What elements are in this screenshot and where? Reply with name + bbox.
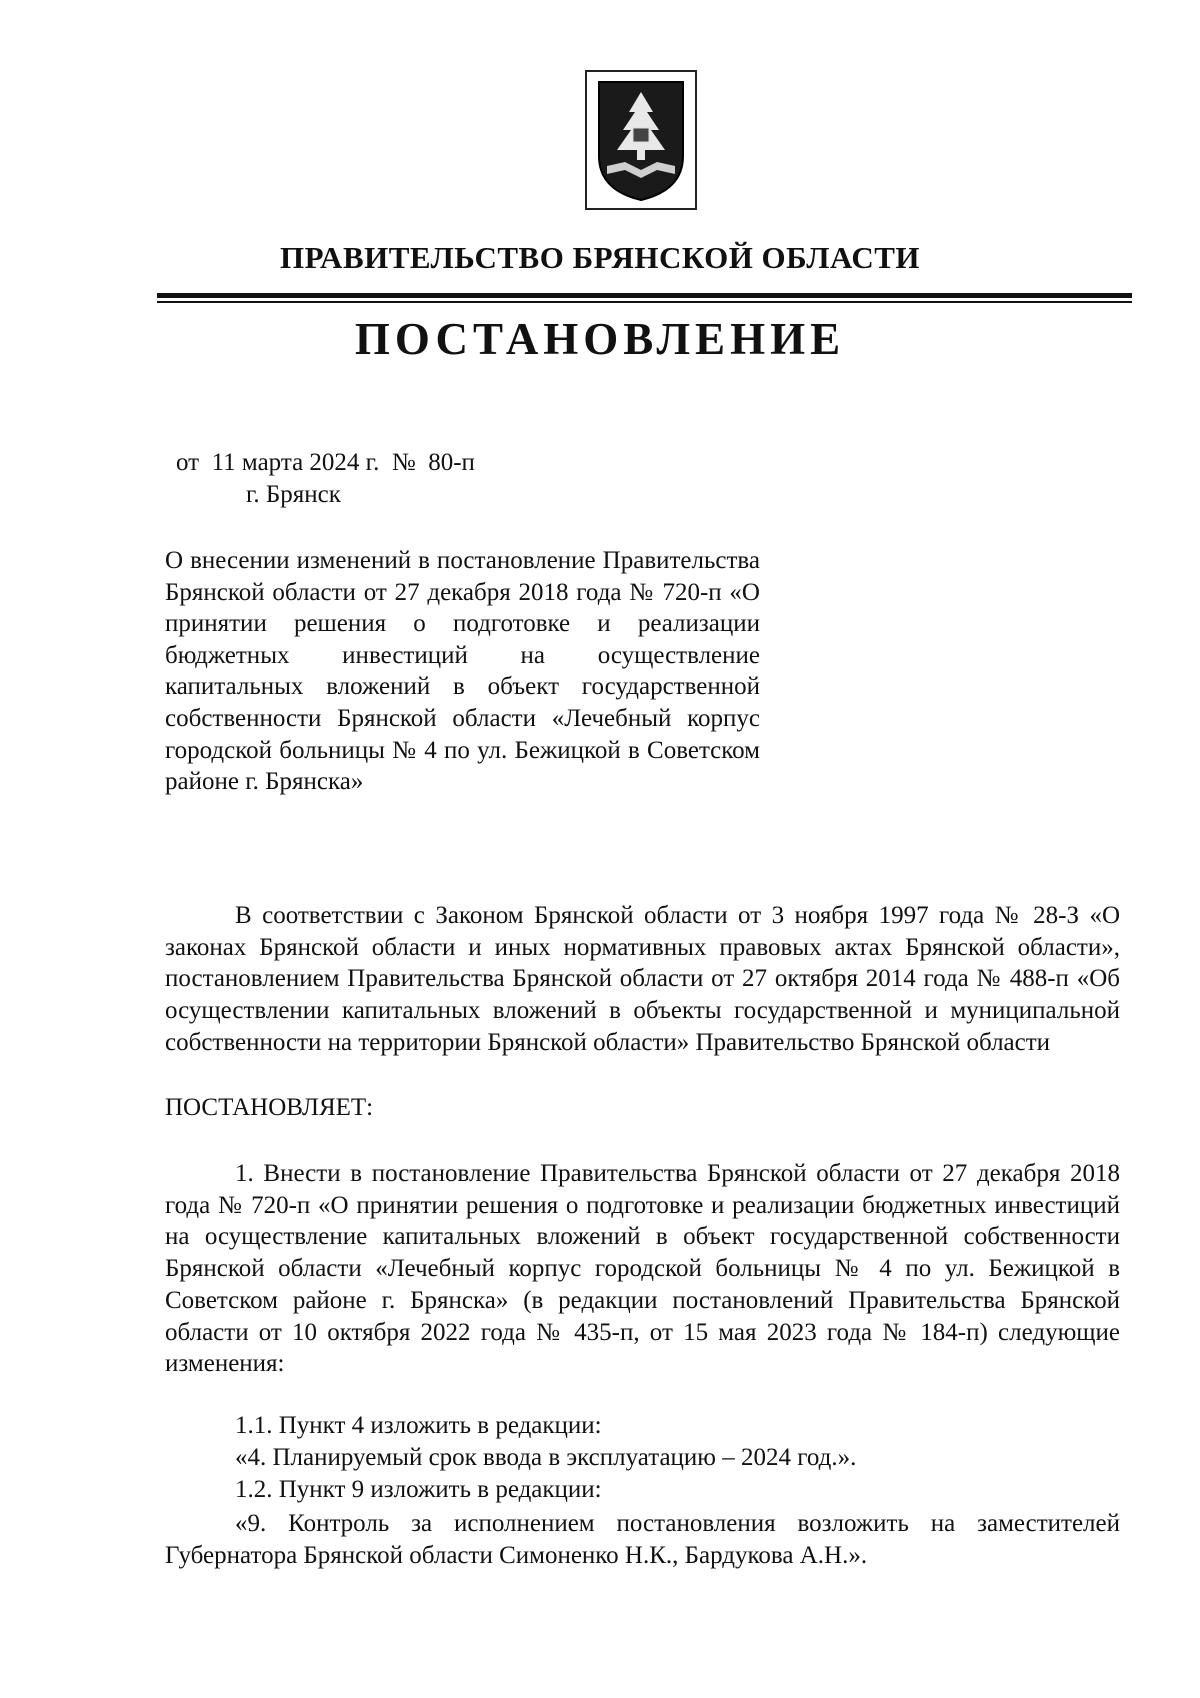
item-1-2-heading: 1.2. Пункт 9 изложить в редакции: — [235, 1476, 602, 1503]
decree-word: ПОСТАНОВЛЯЕТ: — [165, 1094, 374, 1121]
header-rule-thin — [157, 301, 1132, 303]
item-1-2-text: «9. Контроль за исполнением постановления возложить на заместителей Губернатора Брянской области Симоненко Н.К., Бардукова А.Н.». — [165, 1510, 1120, 1569]
date-number-text: от 11 марта 2024 г. № 80-п — [176, 449, 475, 476]
item-1-1-heading: 1.1. Пункт 4 изложить в редакции: — [235, 1412, 602, 1439]
city-line: г. Брянск — [246, 481, 341, 508]
item-1-paragraph: 1. Внести в постановление Правительства Брянской области от 27 декабря 2018 года № 720-п «О принятии решения о подготовке и реализации бюджетных инвестиций на осуществление капитальных вложений в объект государственной собственности Брянской области «Лечебный корпус городской больницы № 4 по ул. Бежицкой в Советском районе г. Брянска» (в редакции постановлений Правительства Брянской области от 10 октября 2022 года № 435-п, от 15 мая 2023 года № 184-п) следующие изменения: — [165, 1160, 1120, 1378]
date-number-line — [176, 449, 475, 477]
bryansk-oblast-coat-of-arms-icon — [595, 78, 687, 202]
item-1-1-text: «4. Планируемый срок ввода в эксплуатацию – 2024 год.». — [235, 1444, 857, 1471]
government-title: ПРАВИТЕЛЬСТВО БРЯНСКОЙ ОБЛАСТИ — [279, 240, 921, 275]
header-rule-thick — [157, 293, 1132, 298]
coat-of-arms-emblem — [585, 70, 697, 210]
preamble-paragraph: В соответствии с Законом Брянской области от 3 ноября 1997 года № 28-З «О законах Брянской области и иных нормативных правовых актах Брянской области», постановлением Правительства Брянской области от 27 октября 2014 года № 488-п «Об осуществлении капитальных вложений в объекты государственной и муниципальной собственности на территории Брянской области» Правительство Брянской области — [165, 902, 1120, 1056]
document-type: ПОСТАНОВЛЕНИЕ — [354, 314, 846, 364]
document-subject: О внесении изменений в постановление Правительства Брянской области от 27 декабря 2018 года № 720-п «О принятии решения о подготовке и реализации бюджетных инвестиций на осуществление капитальных вложений в объект государственной собственности Брянской области «Лечебный корпус городской больницы № 4 по ул. Бежицкой в Советском районе г. Брянска» — [165, 547, 760, 796]
